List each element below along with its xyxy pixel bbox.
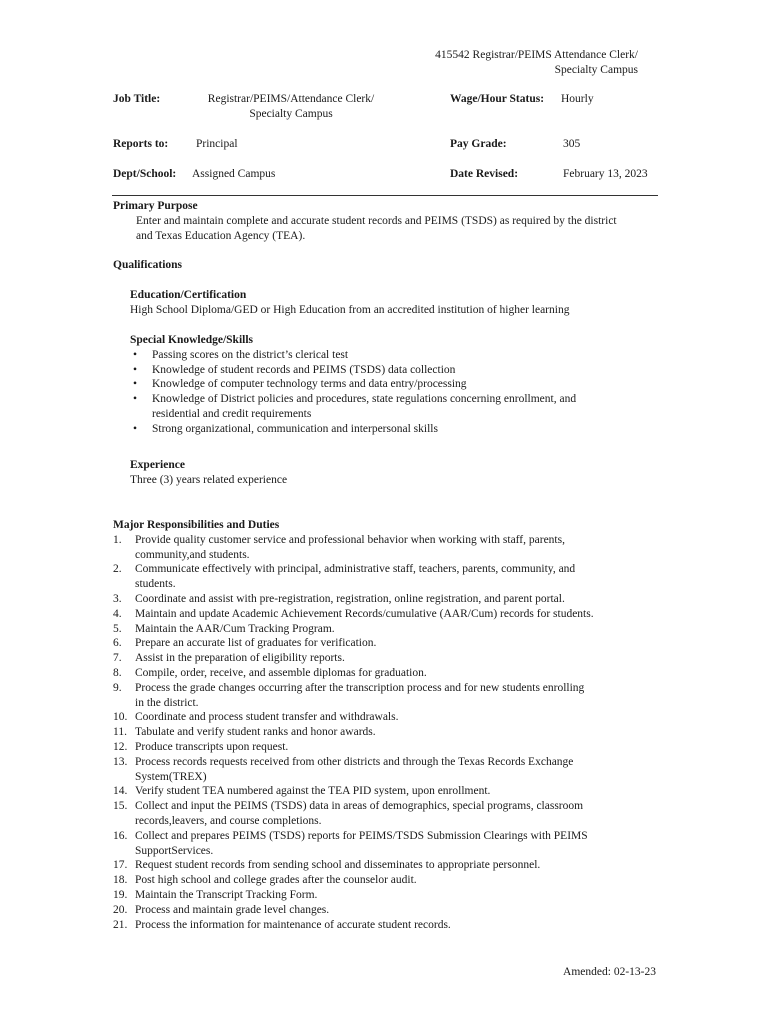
list-item <box>113 607 663 622</box>
duty-text: Communicate effectively with principal, administrative staff, teachers, parents, community, and <box>135 563 576 576</box>
duty-text: Coordinate and process student transfer and withdrawals. <box>135 711 399 724</box>
duty-text: Tabulate and verify student ranks and honor awards. <box>135 726 376 739</box>
duty-text: records,leavers, and course completions. <box>135 814 322 827</box>
duty-number: 2. <box>113 563 122 576</box>
qualifications-heading: Qualifications <box>113 259 183 271</box>
wage-label: Wage/Hour Status: <box>450 93 545 105</box>
header-line-2: Specialty Campus <box>554 63 638 76</box>
duty-number: 12. <box>113 740 128 753</box>
duty-text: Prepare an accurate list of graduates for verification. <box>135 637 377 650</box>
job-title-label: Job Title: <box>113 93 161 105</box>
primary-purpose-heading: Primary Purpose <box>113 200 198 212</box>
skills-section <box>130 333 660 437</box>
skill-line-1: Knowledge of District policies and procedures, state regulations concerning enrollment, and <box>152 393 577 406</box>
education-text: High School Diploma/GED or High Education from an accredited institution of higher learning <box>130 303 570 316</box>
duty-number: 5. <box>113 622 122 635</box>
duty-text: Post high school and college grades after the counselor audit. <box>135 874 417 887</box>
skill-line-2: residential and credit requirements <box>152 407 312 420</box>
list-item <box>113 755 663 785</box>
duties-heading: Major Responsibilities and Duties <box>113 519 280 531</box>
list-item <box>113 740 663 755</box>
duty-number: 4. <box>113 607 122 620</box>
primary-purpose-line-2: and Texas Education Agency (TEA). <box>136 229 306 242</box>
duty-text: SupportServices. <box>135 844 214 857</box>
list-item <box>113 903 663 918</box>
job-title-line-2: Specialty Campus <box>249 107 333 120</box>
duty-text: Process records requests received from other districts and through the Texas Records Exchange <box>135 755 574 768</box>
horizontal-rule <box>112 195 658 196</box>
reports-to-value: Principal <box>196 138 238 150</box>
duty-number: 15. <box>113 800 128 813</box>
duty-number: 11. <box>113 726 127 739</box>
list-item <box>113 918 663 933</box>
duty-text: Verify student TEA numbered against the TEA PID system, upon enrollment. <box>135 785 491 798</box>
pay-grade-label: Pay Grade: <box>450 138 507 150</box>
pay-grade-value: 305 <box>563 138 581 150</box>
experience-heading: Experience <box>130 459 185 471</box>
duty-number: 16. <box>113 829 128 842</box>
duty-text: students. <box>135 578 176 591</box>
list-item: • Knowledge of computer technology terms and data entry/processing <box>130 377 660 392</box>
dept-school-label: Dept/School: <box>113 168 177 180</box>
list-item <box>113 829 663 859</box>
duty-number: 8. <box>113 666 122 679</box>
duty-text: Maintain and update Academic Achievement Records/cumulative (AAR/Cum) records for students. <box>135 607 594 620</box>
list-item <box>113 681 663 711</box>
duty-number: 9. <box>113 681 122 694</box>
duty-text: Process the information for maintenance of accurate student records. <box>135 918 451 931</box>
duty-number: 19. <box>113 888 128 901</box>
list-item <box>113 858 663 873</box>
dept-school-value: Assigned Campus <box>192 168 276 180</box>
duty-text: System(TREX) <box>135 770 207 783</box>
duty-number: 1. <box>113 533 122 546</box>
list-item <box>113 533 663 563</box>
list-item: • Knowledge of student records and PEIMS (TSDS) data collection <box>130 363 660 378</box>
duty-text: Coordinate and assist with pre-registration, registration, online registration, and parent portal. <box>135 592 565 605</box>
duty-number: 10. <box>113 711 128 724</box>
duty-text: Maintain the Transcript Tracking Form. <box>135 888 318 901</box>
duty-number: 20. <box>113 903 128 916</box>
list-item <box>113 725 663 740</box>
duty-text: Process and maintain grade level changes. <box>135 903 330 916</box>
primary-purpose-line-1: Enter and maintain complete and accurate student records and PEIMS (TSDS) as required by the district <box>136 214 617 227</box>
wage-value: Hourly <box>561 93 594 105</box>
duty-number: 3. <box>113 592 122 605</box>
list-item <box>113 710 663 725</box>
primary-purpose-section <box>113 199 663 243</box>
list-item <box>113 873 663 888</box>
education-heading: Education/Certification <box>130 289 247 301</box>
job-title-line-1: Registrar/PEIMS/Attendance Clerk/ <box>207 93 375 105</box>
duties-section <box>113 518 663 932</box>
duty-text: Maintain the AAR/Cum Tracking Program. <box>135 622 335 635</box>
date-revised-value: February 13, 2023 <box>563 168 648 180</box>
list-item <box>113 888 663 903</box>
duty-number: 14. <box>113 785 128 798</box>
duty-number: 7. <box>113 652 122 665</box>
duty-number: 18. <box>113 874 128 887</box>
list-item <box>113 636 663 651</box>
experience-section <box>130 458 660 488</box>
date-revised-label: Date Revised: <box>450 168 519 180</box>
list-item <box>113 799 663 829</box>
skills-heading: Special Knowledge/Skills <box>130 334 254 346</box>
list-item <box>113 784 663 799</box>
list-item <box>113 592 663 607</box>
list-item <box>113 622 663 637</box>
duty-text: Provide quality customer service and professional behavior when working with staff, parents, <box>135 533 565 546</box>
duty-number: 6. <box>113 637 122 650</box>
duty-text: Collect and input the PEIMS (TSDS) data in areas of demographics, special programs, classroom <box>135 800 584 813</box>
duty-number: 13. <box>113 755 128 768</box>
experience-text: Three (3) years related experience <box>130 473 288 486</box>
duty-text: Assist in the preparation of eligibility reports. <box>135 652 345 665</box>
list-item <box>113 651 663 666</box>
job-title-value <box>193 92 389 122</box>
duties-list <box>113 533 663 933</box>
duty-text: Compile, order, receive, and assemble diplomas for graduation. <box>135 666 427 679</box>
document-header <box>380 48 638 78</box>
list-item: • Strong organizational, communication and interpersonal skills <box>130 422 660 437</box>
duty-text: Process the grade changes occurring after the transcription process and for new students enrolling <box>135 681 585 694</box>
education-section <box>130 288 660 318</box>
skills-list <box>130 348 660 437</box>
duty-text: Produce transcripts upon request. <box>135 740 289 753</box>
duty-number: 21. <box>113 918 128 931</box>
list-item <box>113 666 663 681</box>
duty-text: in the district. <box>135 696 199 709</box>
list-item <box>130 392 660 422</box>
reports-to-label: Reports to: <box>113 138 169 150</box>
list-item <box>113 562 663 592</box>
list-item: • Passing scores on the district’s clerical test <box>130 348 660 363</box>
amended-date: Amended: 02-13-23 <box>563 966 656 978</box>
duty-text: Collect and prepares PEIMS (TSDS) reports for PEIMS/TSDS Submission Clearings with PEIMS <box>135 829 588 842</box>
header-line-1: 415542 Registrar/PEIMS Attendance Clerk/ <box>435 49 638 61</box>
duty-text: community,and students. <box>135 548 250 561</box>
duty-text: Request student records from sending school and disseminates to appropriate personnel. <box>135 859 541 872</box>
duty-number: 17. <box>113 859 128 872</box>
